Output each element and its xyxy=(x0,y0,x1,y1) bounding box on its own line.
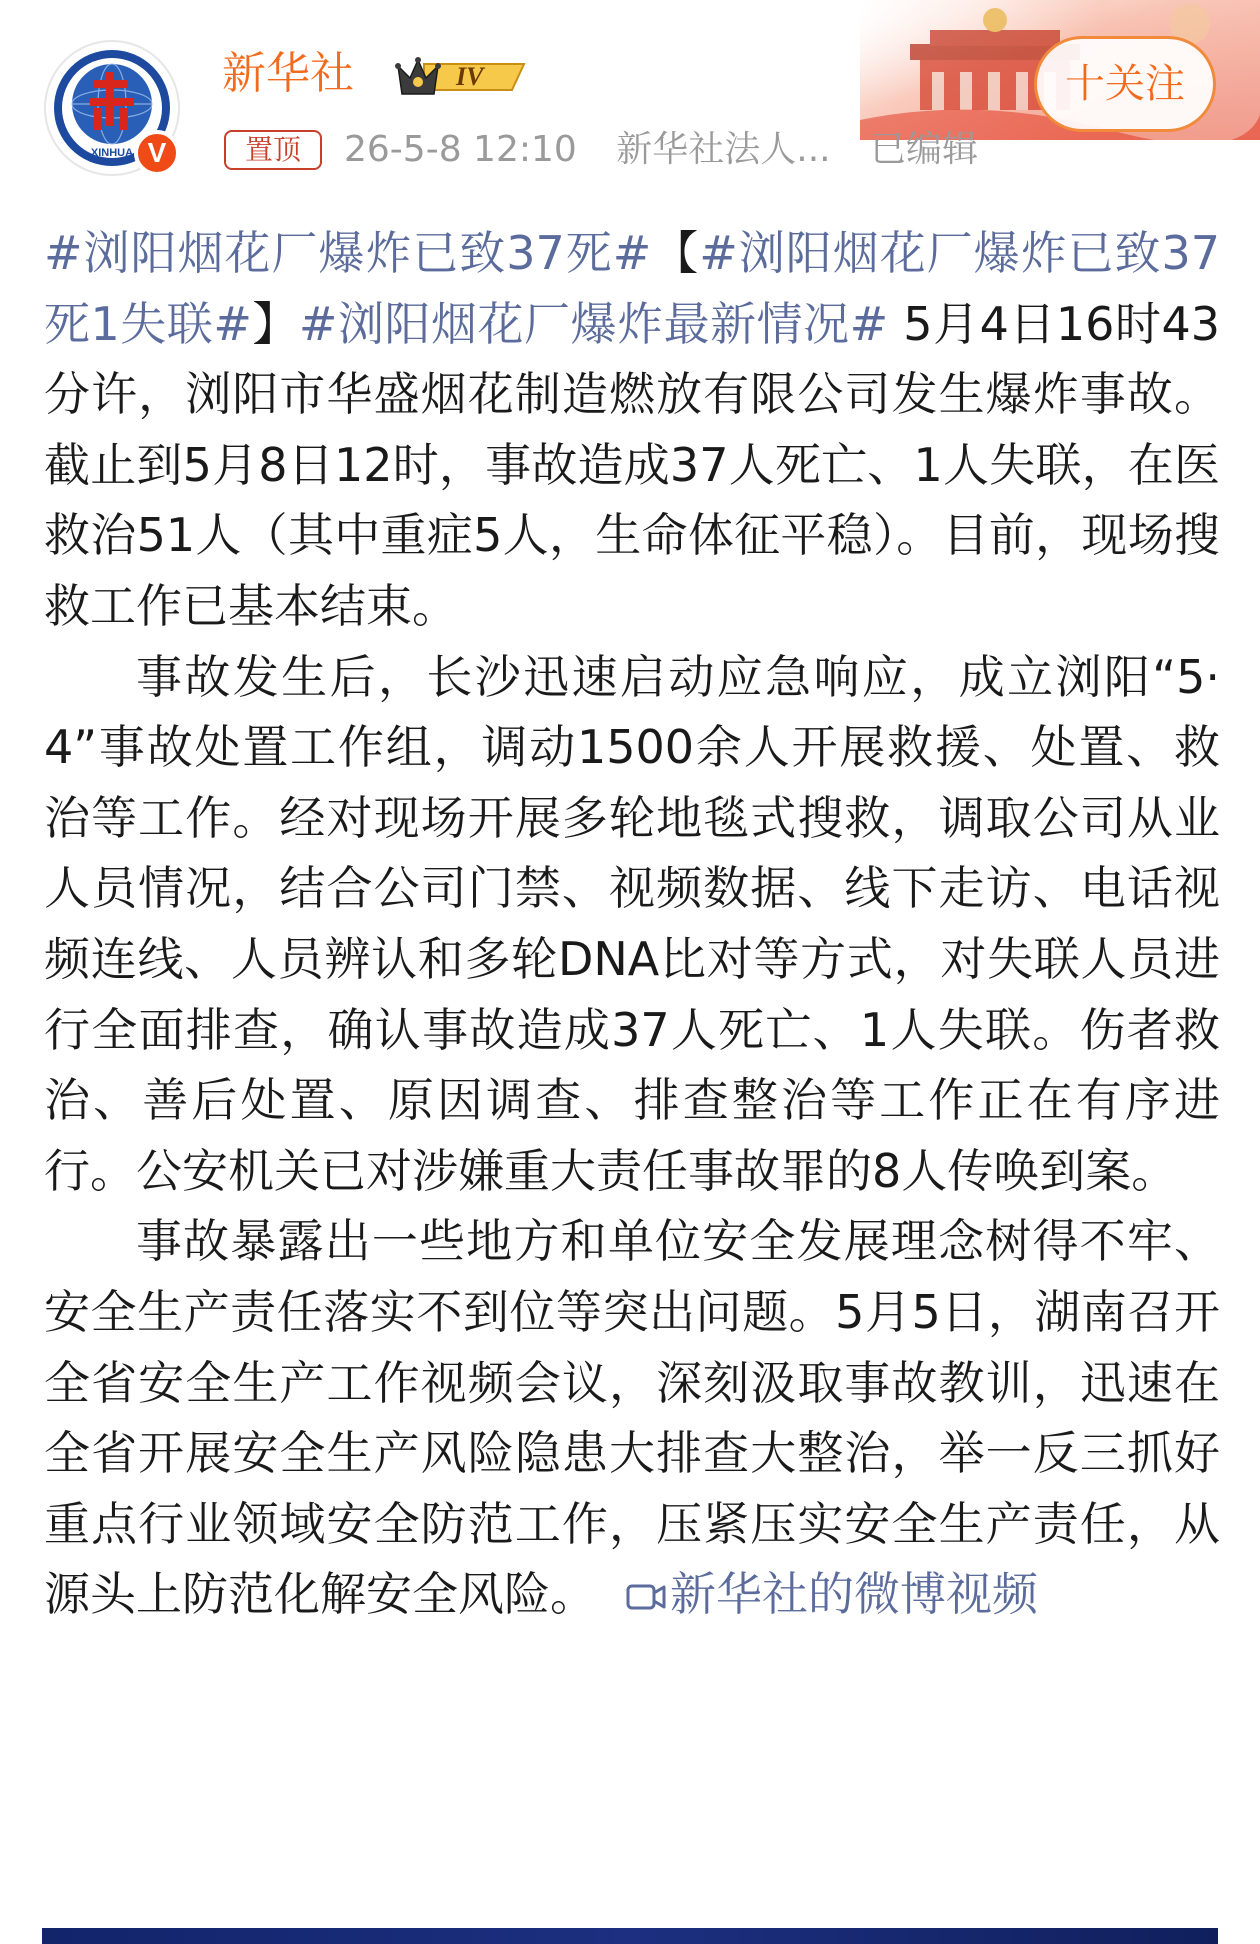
post-body xyxy=(44,218,1220,1630)
hashtag-topic-2[interactable]: #浏阳烟花厂爆炸已致37死1失联# xyxy=(44,226,1221,351)
level-badge[interactable] xyxy=(394,52,528,102)
level-text: IV xyxy=(456,62,484,91)
avatar-caption: XINHUA xyxy=(90,147,134,159)
post-text-1: 5月4日16时43分许，浏阳市华盛烟花制造燃放有限公司发生爆炸事故。截止到5月8日12时，事故造成37人死亡、1人失联，在医救治51人（其中重症5人，生命体征平稳）。目前，现场搜救工作已基本结束。 xyxy=(44,296,1220,633)
edited-indicator[interactable]: 已编辑 xyxy=(870,129,979,170)
video-card-preview[interactable] xyxy=(42,1928,1218,1944)
account-name[interactable]: 新华社 xyxy=(222,48,354,99)
post-meta xyxy=(344,124,1006,176)
post-paragraph-1 xyxy=(44,218,1220,642)
post-header xyxy=(0,0,1260,190)
video-icon xyxy=(626,1580,666,1614)
post-paragraph-3 xyxy=(44,1206,1220,1630)
post-text-2: 事故发生后，长沙迅速启动应急响应，成立浏阳“5·4”事故处置工作组，调动1500余人开展救援、处置、救治等工作。经对现场开展多轮地毯式搜救，调取公司从业人员情况，结合公司门禁、视频数据、线下走访、电话视频连线、人员辨认和多轮DNA比对等方式，对失联人员进行全面排查，确认事故造成37人死亡、1人失联。伤者救治、善后处置、原因调查、排查整治等工作正在有序进行。公安机关已对涉嫌重大责任事故罪的8人传唤到案。 xyxy=(44,649,1220,1198)
video-link[interactable] xyxy=(626,1567,1038,1621)
bracket-open: 【 xyxy=(651,226,700,280)
verified-icon: V xyxy=(134,130,180,176)
follow-button[interactable]: 十关注 xyxy=(1034,36,1216,132)
post-paragraph-2 xyxy=(44,642,1220,1207)
video-link-label: 新华社的微博视频 xyxy=(670,1567,1038,1622)
post-source[interactable]: 新华社法人... xyxy=(616,129,831,170)
post-text-3: 事故暴露出一些地方和单位安全发展理念树得不牢、安全生产责任落实不到位等突出问题。5月5日，湖南召开全省安全生产工作视频会议，深刻汲取事故教训，迅速在全省开展安全生产风险隐患大排查大整治，举一反三抓好重点行业领域安全防范工作，压紧压实安全生产责任，从源头上防范化解安全风险。 xyxy=(44,1214,1220,1622)
bracket-close: 】 xyxy=(251,296,299,351)
hashtag-topic-1[interactable]: #浏阳烟花厂爆炸已致37死# xyxy=(44,226,652,280)
pinned-tag: 置顶 xyxy=(224,130,322,170)
post-timestamp: 26-5-8 12:10 xyxy=(344,129,577,170)
hashtag-topic-3[interactable]: #浏阳烟花厂爆炸最新情况# xyxy=(298,296,889,351)
